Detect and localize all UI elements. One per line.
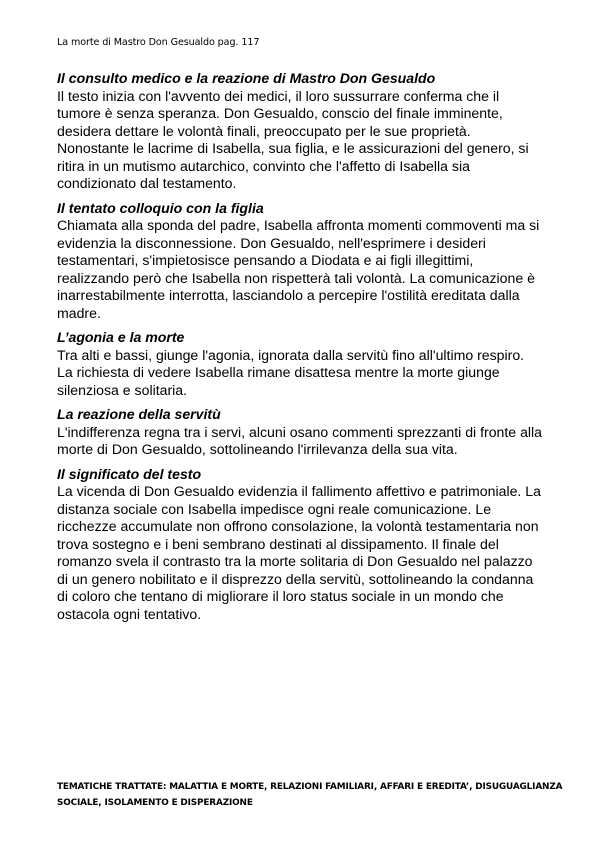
section-servants-reaction (57, 406, 543, 459)
section-paragraph (57, 347, 543, 400)
footer-line: SOCIALE, ISOLAMENTO E DISPERAZIONE (57, 797, 253, 808)
section-medical-consult (57, 70, 543, 193)
section-title: L’agonia e la morte (57, 329, 185, 345)
section-paragraph (57, 424, 543, 459)
paragraph-line: Chiamata alla sponda del padre, Isabella affronta momenti commoventi ma si (57, 217, 540, 233)
section-title: Il tentato colloquio con la figlia (57, 199, 264, 216)
paragraph-line: di coloro che tentano di migliorare il loro status sociale in un mondo che (57, 588, 504, 604)
paragraph-line: desidera dettare le volontà finali, preoccupato per le sue proprietà. (57, 122, 471, 139)
paragraph-line: realizzando però che Isabella non rispetterà tali volontà. La comunicazione è (57, 269, 535, 286)
section-daughter-talk (57, 200, 543, 323)
paragraph-line: ostacola ogni tentativo. (57, 605, 202, 622)
paragraph-line: romanzo svela il contrasto tra la morte solitaria di Don Gesualdo nel palazzo (57, 553, 533, 569)
paragraph-line: trova sostegno e i beni sembrano destinati al dissipamento. Il finale del (57, 535, 499, 552)
paragraph-line: evidenzia la disconnessione. Don Gesualdo, nell'esprimere i desideri (57, 234, 486, 251)
paragraph-line: ritira in un mutismo autarchico, convinto che l'affetto di Isabella sia (57, 157, 470, 174)
paragraph-line: inarrestabilmente interrotta, lasciandolo a percepire l'ostilità ereditata dalla (57, 287, 520, 303)
paragraph-line: ricchezze accumulate non offrono consolazione, la volontà testamentaria non (57, 518, 539, 534)
section-paragraph (57, 217, 543, 322)
paragraph-line: di un genero nobilitato e il disprezzo della servitù, sottolineando la condanna (57, 570, 534, 587)
paragraph-line: condizionato dal testamento. (57, 175, 237, 191)
paragraph-line: silenziosa e solitaria. (57, 381, 188, 398)
themes-footer (57, 780, 563, 811)
section-title: Il significato del testo (57, 465, 202, 482)
section-title: La reazione della servitù (57, 406, 221, 422)
paragraph-line: madre. (57, 304, 101, 321)
paragraph-line: La richiesta di vedere Isabella rimane disattesa mentre la morte giunge (57, 364, 500, 380)
footer-line: TEMATICHE TRATTATE: MALATTIA E MORTE, RELAZIONI FAMILIARI, AFFARI E EREDITA’, DISUGUAGLIANZA (57, 782, 563, 792)
paragraph-line: testamentari, s'impietosisce pensando a Diodata e ai figli illegittimi, (57, 252, 474, 268)
paragraph-line: morte di Don Gesualdo, sottolineando l'irrilevanza della sua vita. (57, 441, 458, 457)
paragraph-line: Il testo inizia con l'avvento dei medici, il loro sussurrare conferma che il (57, 87, 500, 104)
document-body (57, 70, 543, 630)
paragraph-line: Nonostante le lacrime di Isabella, sua figlia, e le assicurazioni del genero, si (57, 140, 529, 156)
section-agony-death (57, 329, 543, 399)
section-text-meaning (57, 466, 543, 624)
page-header: La morte di Mastro Don Gesualdo pag. 117 (57, 37, 260, 48)
section-paragraph (57, 483, 543, 623)
paragraph-line: tumore è senza speranza. Don Gesualdo, conscio del finale imminente, (57, 105, 503, 121)
paragraph-line: La vicenda di Don Gesualdo evidenzia il fallimento affettivo e patrimoniale. La (57, 483, 541, 499)
section-paragraph (57, 88, 543, 193)
paragraph-line: L'indifferenza regna tra i servi, alcuni osano commenti sprezzanti di fronte alla (57, 423, 543, 440)
section-title: Il consulto medico e la reazione di Mastro Don Gesualdo (57, 70, 436, 86)
paragraph-line: distanza sociale con Isabella impedisce ogni reale comunicazione. Le (57, 500, 492, 517)
paragraph-line: Tra alti e bassi, giunge l'agonia, ignorata dalla servitù fino all'ultimo respiro. (57, 346, 525, 363)
